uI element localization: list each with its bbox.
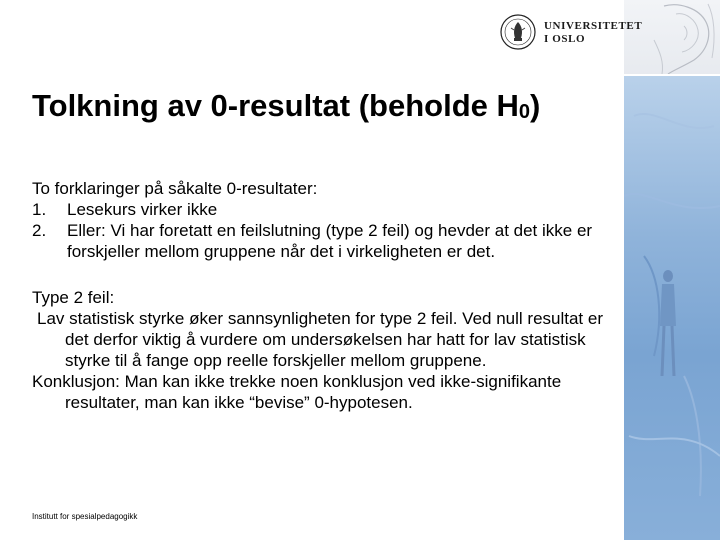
list-item-number: 2. [32,221,47,240]
conclusion-text: Konklusjon: Man kan ikke trekke noen konklusjon ved ikke-signifikante resultater, man kan ikke “bevise” 0-hypotesen. [32,372,562,412]
type2-heading: Type 2 feil: [32,288,115,307]
list-item-text: Lesekurs virker ikke [67,200,218,219]
university-wordmark [544,20,642,46]
list-item-text: Eller: Vi har foretatt en feilslutning (type 2 feil) og hevder at det ikke er forskjeller mellom gruppene når det i virkeligheten er det. [67,221,593,261]
painting-figures-icon [624,76,720,540]
list-item [32,220,624,262]
university-seal-icon [500,14,536,50]
logo-line-1: UNIVERSITETET [544,20,643,32]
title-close: ) [530,88,541,123]
title-subscript: 0 [518,101,530,123]
side-panel-blue-area [624,76,720,540]
university-logo [500,14,643,54]
intro-text: To forklaringer på såkalte 0-resultater: [32,179,318,198]
decorative-side-panel [624,0,720,540]
title-main: Tolkning av 0-resultat (beholde H [32,88,519,123]
type2-text: Lav statistisk styrke øker sannsynligheten for type 2 feil. Ved null resultat er det derfor viktig å vurdere om undersøkelsen har hatt for lav statistisk styrke til å fange opp reelle forskjeller mellom gruppene. [37,309,603,370]
slide-title [32,88,540,124]
spacer [32,262,624,287]
list-item [32,199,624,220]
footer-institute: Institutt for spesialpedagogikk [32,512,138,521]
slide-body [32,178,624,413]
logo-line-2: I OSLO [544,33,586,45]
list-item-number: 1. [32,200,47,219]
